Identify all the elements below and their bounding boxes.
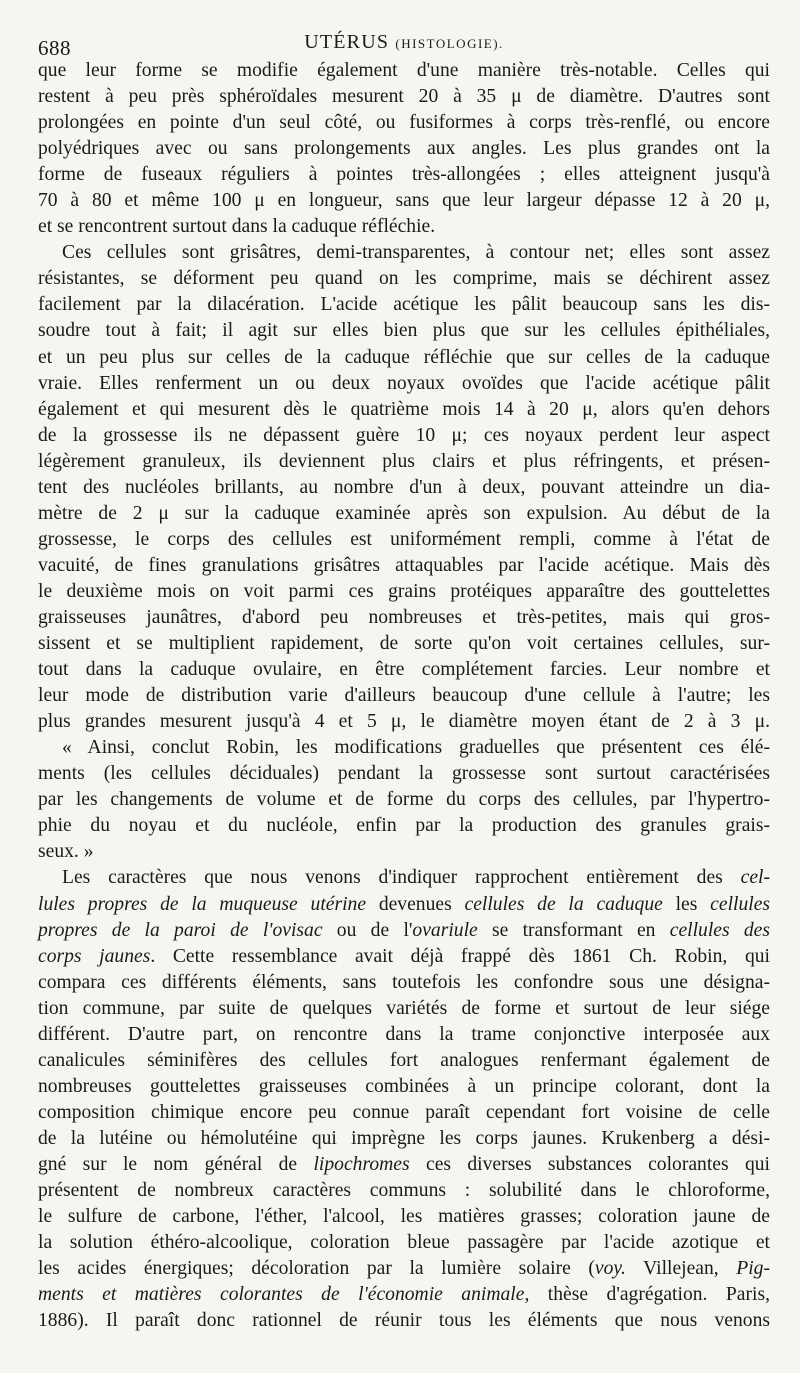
text-line: de la grossesse ils ne dépassent guère 10 μ; ces noyaux perdent leur aspect	[38, 424, 770, 446]
text-line: résistantes, se déforment peu quand on les comprime, mais se déchirent assez	[38, 268, 770, 290]
text-line: prolongées en pointe d'un seul côté, ou fusiformes à corps très-renflé, ou encore	[38, 112, 770, 134]
text-line: que leur forme se modifie également d'une manière très-notable. Celles qui	[38, 60, 770, 81]
text-line: tout dans la caduque ovulaire, en être complétement farcies. Leur nombre et	[38, 659, 770, 681]
text-line: la solution éthéro-alcoolique, coloration bleue passagère par l'acide azotique et	[38, 1232, 770, 1254]
text-line: plus grandes mesurent jusqu'à 4 et 5 μ, le diamètre moyen étant de 2 à 3 μ.	[38, 711, 770, 733]
text-line: facilement par la dilacération. L'acide acétique les pâlit beaucoup sans les dis-	[38, 294, 770, 316]
text-line: forme de fuseaux réguliers à pointes très-allongées ; elles atteignent jusqu'à	[38, 164, 770, 186]
text-line: compara ces différents éléments, sans toutefois les confondre sous une désigna-	[38, 971, 770, 993]
text-line: présentent de nombreux caractères communs : solubilité dans le chloroforme,	[38, 1180, 770, 1202]
text-line: restent à peu près sphéroïdales mesurent 20 à 35 μ de diamètre. D'autres sont	[38, 86, 770, 108]
text-line: vacuité, de fines granulations grisâtres attaquables par l'acide acétique. Mais dès	[38, 554, 770, 576]
text-line: phie du noyau et du nucléole, enfin par la production des granules grais-	[38, 815, 770, 837]
text-line: ments et matières colorantes de l'économie animale, thèse d'agrégation. Paris,	[38, 1284, 770, 1306]
text-line: « Ainsi, conclut Robin, les modifications graduelles que présentent ces élé-	[62, 737, 770, 759]
text-line: gné sur le nom général de lipochromes ces diverses substances colorantes qui	[38, 1153, 770, 1175]
text-line: 1886). Il paraît donc rationnel de réunir tous les éléments que nous venons	[38, 1310, 770, 1332]
text-line: et un peu plus sur celles de la caduque réfléchie que sur celles de la caduque	[38, 346, 770, 368]
text-line: ments (les cellules déciduales) pendant la grossesse sont surtout caractérisées	[38, 763, 770, 785]
text-line: canalicules séminifères des cellules fort analogues renfermant également de	[38, 1049, 770, 1071]
text-line: par les changements de volume et de forme du corps des cellules, par l'hypertro-	[38, 789, 770, 811]
text-line: leur mode de distribution varie d'ailleurs beaucoup d'une cellule à l'autre; les	[38, 685, 770, 707]
text-line: vraie. Elles renferment un ou deux noyaux ovoïdes que l'acide acétique pâlit	[38, 372, 770, 394]
text-line: Les caractères que nous venons d'indiquer rapprochent entièrement des cel-	[62, 867, 770, 889]
text-line: différent. D'autre part, on rencontre dans la trame conjonctive interposée aux	[38, 1023, 770, 1045]
text-line: le sulfure de carbone, l'éther, l'alcool, les matières grasses; coloration jaune de	[38, 1206, 770, 1228]
text-line: graisseuses jaunâtres, d'abord peu nombreuses et très-petites, mais qui gros-	[38, 606, 770, 628]
text-line: composition chimique encore peu connue paraît cependant fort voisine de celle	[38, 1101, 770, 1123]
text-line: lules propres de la muqueuse utérine devenues cellules de la caduque les cellules	[38, 893, 771, 915]
text-line: les acides énergiques; décoloration par la lumière solaire (voy. Villejean, Pig-	[38, 1258, 770, 1280]
text-line: propres de la paroi de l'ovisac ou de l'ovariule se transformant en cellules des	[38, 919, 770, 941]
text-line: tent des nucléoles brillants, au nombre d'un à deux, pouvant atteindre un dia-	[38, 476, 770, 498]
text-line: seux. »	[38, 841, 94, 863]
text-line: le deuxième mois on voit parmi ces grains protéiques apparaître des gouttelettes	[38, 580, 770, 602]
text-line: légèrement granuleux, ils deviennent plus clairs et plus réfringents, et présen-	[38, 450, 770, 472]
text-line: sissent et se multiplient rapidement, de sorte qu'on voit certaines cellules, sur-	[38, 633, 770, 655]
text-line: nombreuses gouttelettes graisseuses combinées à un principe colorant, dont la	[38, 1075, 770, 1097]
text-line: soudre tout à fait; il agit sur elles bien plus que sur les cellules épithéliales,	[38, 320, 770, 342]
text-line: Ces cellules sont grisâtres, demi-transparentes, à contour net; elles sont assez	[62, 242, 770, 264]
body-text	[38, 58, 770, 1334]
text-line: 70 à 80 et même 100 μ en longueur, sans que leur largeur dépasse 12 à 20 μ,	[38, 190, 770, 212]
page-number: 688	[38, 36, 71, 60]
page-header	[38, 28, 770, 58]
text-line: grossesse, le corps des cellules est uniformément rempli, comme à l'état de	[38, 528, 770, 550]
text-line: également et qui mesurent dès le quatrième mois 14 à 20 μ, alors qu'en dehors	[38, 398, 770, 420]
text-line: polyédriques avec ou sans prolongements aux angles. Les plus grandes ont la	[38, 138, 770, 160]
text-line: tion commune, par suite de quelques variétés de forme et surtout de leur siége	[38, 997, 770, 1019]
running-subtitle: (HISTOLOGIE).	[395, 36, 504, 51]
running-head	[38, 31, 770, 54]
text-line: corps jaunes. Cette ressemblance avait déjà frappé dès 1861 Ch. Robin, qui	[38, 945, 770, 967]
text-line: de la lutéine ou hémolutéine qui imprègne les corps jaunes. Krukenberg a dési-	[38, 1127, 770, 1149]
running-title: UTÉRUS	[304, 31, 390, 53]
text-line: et se rencontrent surtout dans la caduque réfléchie.	[38, 216, 436, 238]
text-line: mètre de 2 μ sur la caduque examinée après son expulsion. Au début de la	[38, 502, 770, 524]
